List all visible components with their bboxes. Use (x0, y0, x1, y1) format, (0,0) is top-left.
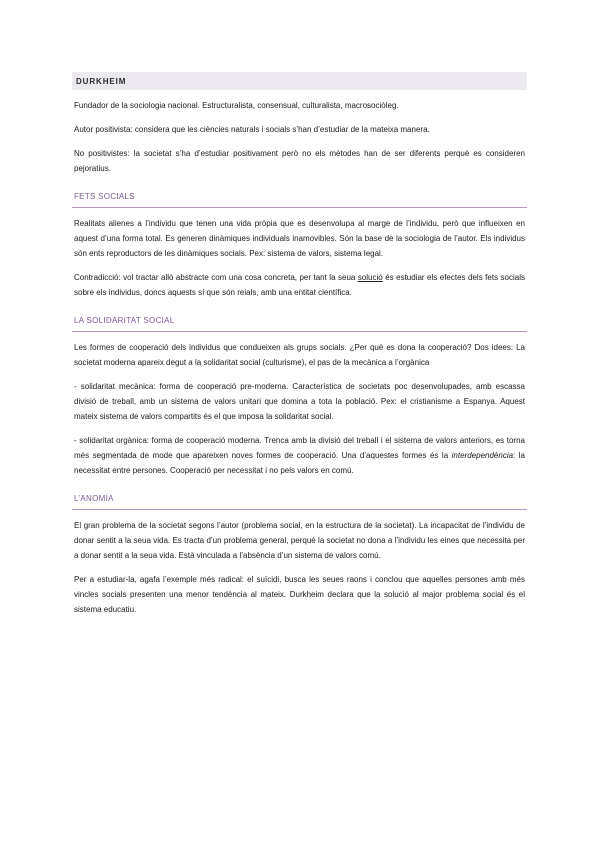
solidaritat-paragraph-2: - solidaritat mecànica: forma de cooperació pre-moderna. Característica de societats poc desenvolupades, amb escassa divisió de treball, amb un sistema de valors unitari que domina a tota la població. Pex: el cristianisme a Espanya. Aquest mateix sistema de valors compartits és el que imposa la solidaritat social. (74, 382, 525, 421)
intro-paragraph-3: No positivistes: la societat s’ha d’estudiar positivament però no els mètodes han de ser diferents perquè es consideren pejoratius. (74, 149, 525, 173)
solidaritat-paragraph-3 (72, 433, 527, 478)
italic-word: interdependència (451, 451, 514, 460)
anomia-paragraph-1: El gran problema de la societat segons l’autor (problema social, en la estructura de la societat). La incapacitat de l’individu de donar sentit a la seua vida. Es tracta d’un problema general, perquè la societat no dona a l’individu les eines que necessita per a donar sentit a la seua vida. Està vinculada a l’absència d’un sistema de valors comú. (74, 521, 525, 560)
underlined-word: solució (357, 273, 383, 282)
solidaritat-paragraph-1: Les formes de cooperació dels individus que condueixen als grups socials. ¿Per què es dona la cooperació? Dos idees: La societat moderna apareix degut a la solidaritat social (culturisme), el pas de la mecànica a l’orgànica (74, 343, 525, 367)
text-span: Contradicció: vol tractar allò abstracte com una cosa concreta, per tant la seua (74, 273, 358, 282)
anomia-paragraph-2: Per a estudiar-la, agafa l’exemple més radical: el suïcidi, busca les seues raons i conclou que aquelles persones amb més vincles socials presenten una menor tendència al mateix. Durkheim declara que la solució al major problema social és el sistema educatiu. (74, 575, 525, 614)
section-heading-anomia (72, 488, 527, 510)
intro-paragraph-2: Autor positivista: considera que les ciències naturals i socials s’han d’estudiar de la mateixa manera. (74, 125, 430, 134)
text-span: és estudiar els efectes dels fets socials sobre els individus, doncs aquests sí que són reials, amb una entitat científica. (74, 273, 525, 297)
section-title: L’ANOMIA (74, 494, 114, 503)
fets-socials-paragraph-1: Realitats alienes a l’individu que tenen una vida pròpia que es desenvolupa al marge de l’individu, però que influeixen en aquest d’una forma total. Es generen dinàmiques individuals inamovibles. Són la base de la sociologia de l’autor. Els individus són ents reproductors de les dinàmiques socials. Pex: sistema de valors, sistema legal. (74, 219, 525, 258)
document-page (72, 72, 527, 626)
section-title: LA SOLIDARITAT SOCIAL (74, 316, 175, 325)
text-span: - solidaritat orgànica: forma de cooperació moderna. Trenca amb la divisió del treball i el sistema de valors anteriors, es torna més segmentada de mode que apareixen noves formes de cooperació. Una d’aquestes formes és la (74, 436, 525, 460)
section-title: FETS SOCIALS (74, 192, 135, 201)
section-heading-solidaritat (72, 310, 527, 332)
fets-socials-paragraph-2 (72, 270, 527, 300)
title-bar (72, 72, 527, 90)
section-heading-fets-socials (72, 186, 527, 208)
intro-paragraph-1: Fundador de la sociologia nacional. Estructuralista, consensual, culturalista, macrosociòleg. (74, 101, 399, 110)
page-title: DURKHEIM (76, 76, 127, 86)
text-span: : la necessitat entre persones. Cooperació per necessitat i no pels valors en comú. (74, 451, 525, 475)
